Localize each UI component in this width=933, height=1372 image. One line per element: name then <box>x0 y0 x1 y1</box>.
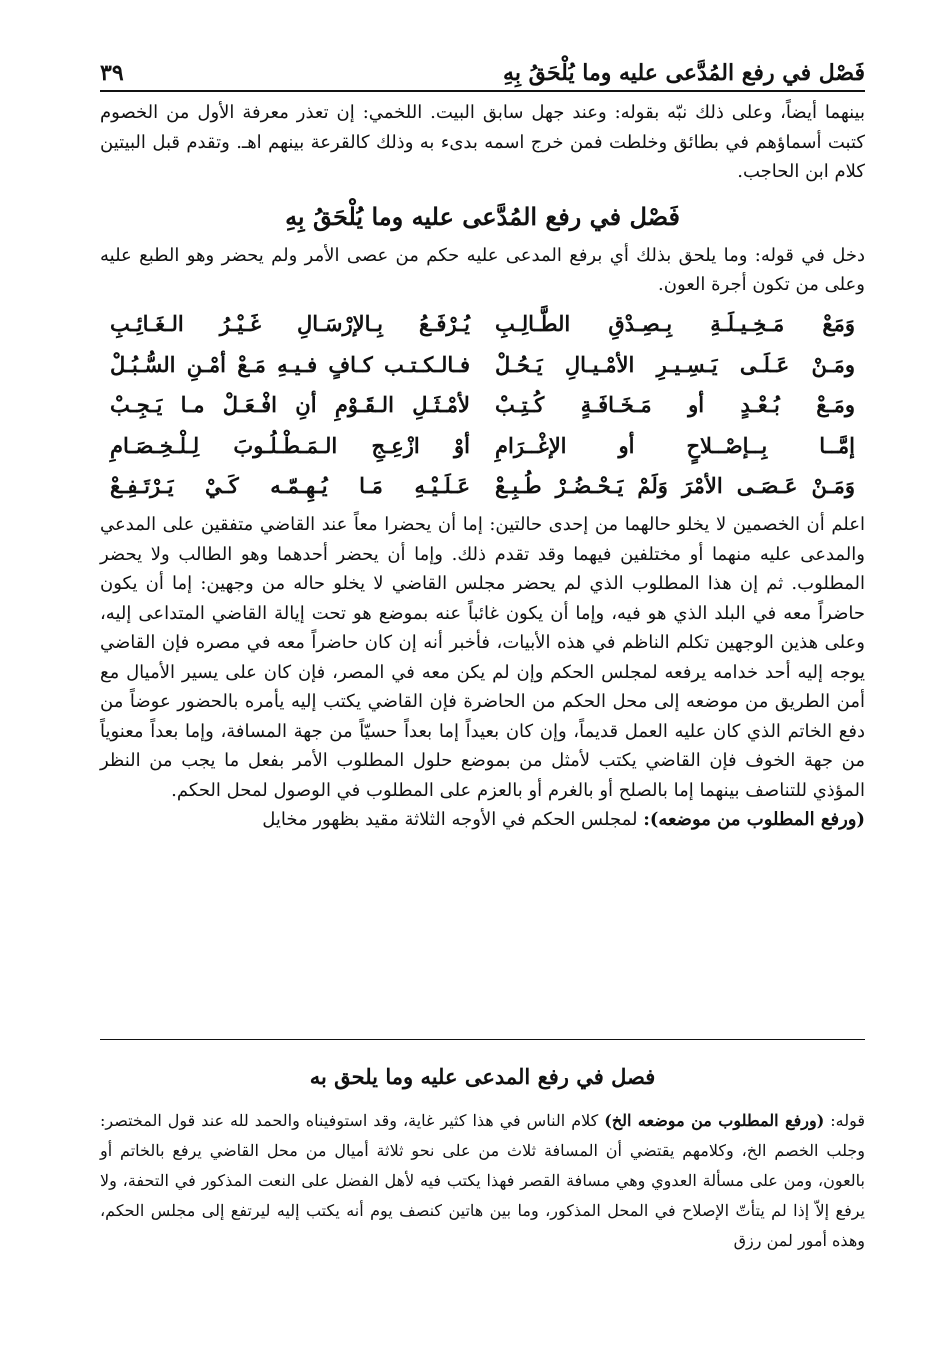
section-intro: دخل في قوله: وما يلحق بذلك أي برفع المدعى عليه حكم من عصى الأمر ولم يحضر وهو الطبع عليه وعلى من تكون أجرة العون. <box>100 244 865 295</box>
verse-first-hemistich: وَمَـنْ عَـصَـى الأمْرَ وَلَمْ يَـحْـضُـرْ طُـبِـعْ <box>495 473 855 499</box>
verse-line <box>100 344 865 385</box>
verse-second-hemistich: يُـرْفَـعُ بِـالإرْسَـالِ غَـيْـرُ الـغَـائِـبِ <box>110 311 470 337</box>
verse-first-hemistich: ومَـعْ بُـعْـدٍ أو مَـخَـافَـةٍ كُـتِـبْ <box>495 392 855 418</box>
verse-line <box>100 385 865 426</box>
commentary-section <box>100 1060 865 1256</box>
intro-paragraph: بينهما أيضاً، وعلى ذلك نبّه بقوله: وعند جهل سابق البيت. اللخمي: إن تعذر معرفة الأول من الخصوم كتبت أسماؤهم في بطائق وخلطت فمن خرج اسمه بدىء به وذلك كالقرعة بينهم اهـ. وتقدم قبل البيتين كلام ابن الحاجب. <box>100 102 865 182</box>
gloss-paragraph <box>100 805 865 835</box>
explanation-paragraph: اعلم أن الخصمين لا يخلو حالهما من إحدى حالتين: إما أن يحضرا معاً عند القاضي متفقين على المدعي والمدعى عليه منهما أو مختلفين فيهما وقد تقدم ذلك. وإما أن يحضر أحدهما وهو الطالب ولا يحضر المطلوب. ثم إن هذا المطلوب الذي لم يحضر مجلس القاضي لا يخلو حاله من وجهين: إما أن يكون حاضراً معه في البلد الذي هو فيه، وإما أن يكون غائباً عنه بموضع هو تحت إيالة القاضي المتداعى إليه، وعلى هذين الوجهين تكلم الناظم في هذه الأبيات، فأخبر أنه إن كان حاضراً معه في مصره فإن القاضي يوجه إليه أحد خدامه يرفعه لمجلس الحكم وإن لم يكن معه في المصر، فإن كان على يسير الأميال مع أمن الطريق من موضعه إلى محل الحكم من الحاضرة فإن القاضي يكتب إليه يأمره بالحضور عوضاً من دفع الخاتم الذي كان عليه العمل قديماً، وإن كان بعيداً إما بعداً حسيّاً من جهة المسافة، وإما بعداً معنوياً من جهة الخوف فإن القاضي يكتب لأمثل من بموضع حلول المطلوب الأمر بفعل ما يجب من النظر المؤذي للتناصف بينهما إما بالصلح أو بالغرم أو بالعزم على المطلوب في الوصول لمحل الحكم. <box>100 514 865 801</box>
commentary-text: كلام الناس في هذا كثير غاية، وقد استوفيناه والحمد لله عند قول المختصر: وجلب الخصم الخ، وكلامهم يقتضي أن المسافة ثلاث من على نحو ثلاثة أميال من محل القاضي يرفع بالخاتم أو بالعون، ومن على مسألة العدوي وهي مسافة القصر فهذا يكتب فيه لأهل الفضل على النعت المذكور في التحفة، ولا يرفع إلاّ إذا لم يتأتّ الإصلاح في المحل المذكور، وما بين هاتين كنصف يوم أنه يكتب إليه ليرتفع إلى مجلس الحكم، وهذه أمور لمن رزق <box>100 1111 865 1250</box>
main-text <box>100 98 865 835</box>
commentary-heading: فصل في رفع المدعى عليه وما يلحق به <box>309 1064 656 1089</box>
verse-line <box>100 425 865 466</box>
gloss-term: (ورفع المطلوب من موضعه): <box>643 809 865 830</box>
footnote-divider <box>100 1039 865 1040</box>
page-number: ٣٩ <box>100 60 124 86</box>
section-heading: فَصْل في رفع المُدَّعى عليه وما يُلْحَقُ بِهِ <box>285 201 680 231</box>
commentary-paragraph <box>100 1106 865 1256</box>
page-header <box>100 48 865 92</box>
gloss-text: لمجلس الحكم في الأوجه الثلاثة مقيد بظهور مخايل <box>262 809 644 830</box>
verse-line <box>100 304 865 345</box>
commentary-quote: (ورفع المطلوب من موضعه الخ) <box>604 1111 825 1130</box>
verse-second-hemistich: لأمْـثَـلِ الـقَـوْمِ أنِ افْـعَـلْ مـا يَـجِـبْ <box>110 392 470 418</box>
running-title: فَصْل في رفع المُدَّعى عليه وما يُلْحَقُ بِهِ <box>503 60 865 86</box>
verse-second-hemistich: أوْ ازْعِـجِ الـمَـطْـلُـوبَ لِـلْـخِـصَـامِ <box>110 432 470 458</box>
verse-first-hemistich: إمَّــا بِــإصْــلاحٍ أو الإغْــرَامِ <box>495 432 855 458</box>
verse-first-hemistich: وَمَعْ مَـخِـيـلَـةِ بِـصِـدْقِ الطَّـالِـبِ <box>495 311 855 337</box>
verse-block <box>100 304 865 507</box>
verse-line <box>100 466 865 507</box>
verse-second-hemistich: فـالـكـتـب كـافٍ فـيـهِ مَـعْ أمْـنِ السُّـبُـلْ <box>110 351 470 377</box>
verse-second-hemistich: عَـلَـيْـهِ مَـا يُـهِـمّـه كَـيْ يَـرْتَـفِـعْ <box>110 473 470 499</box>
verse-first-hemistich: ومَـنْ عَـلَـى يَـسِـيـرِ الأمْـيـالِ يَـحُـلْ <box>495 351 855 377</box>
commentary-lead: قوله: <box>824 1111 866 1130</box>
